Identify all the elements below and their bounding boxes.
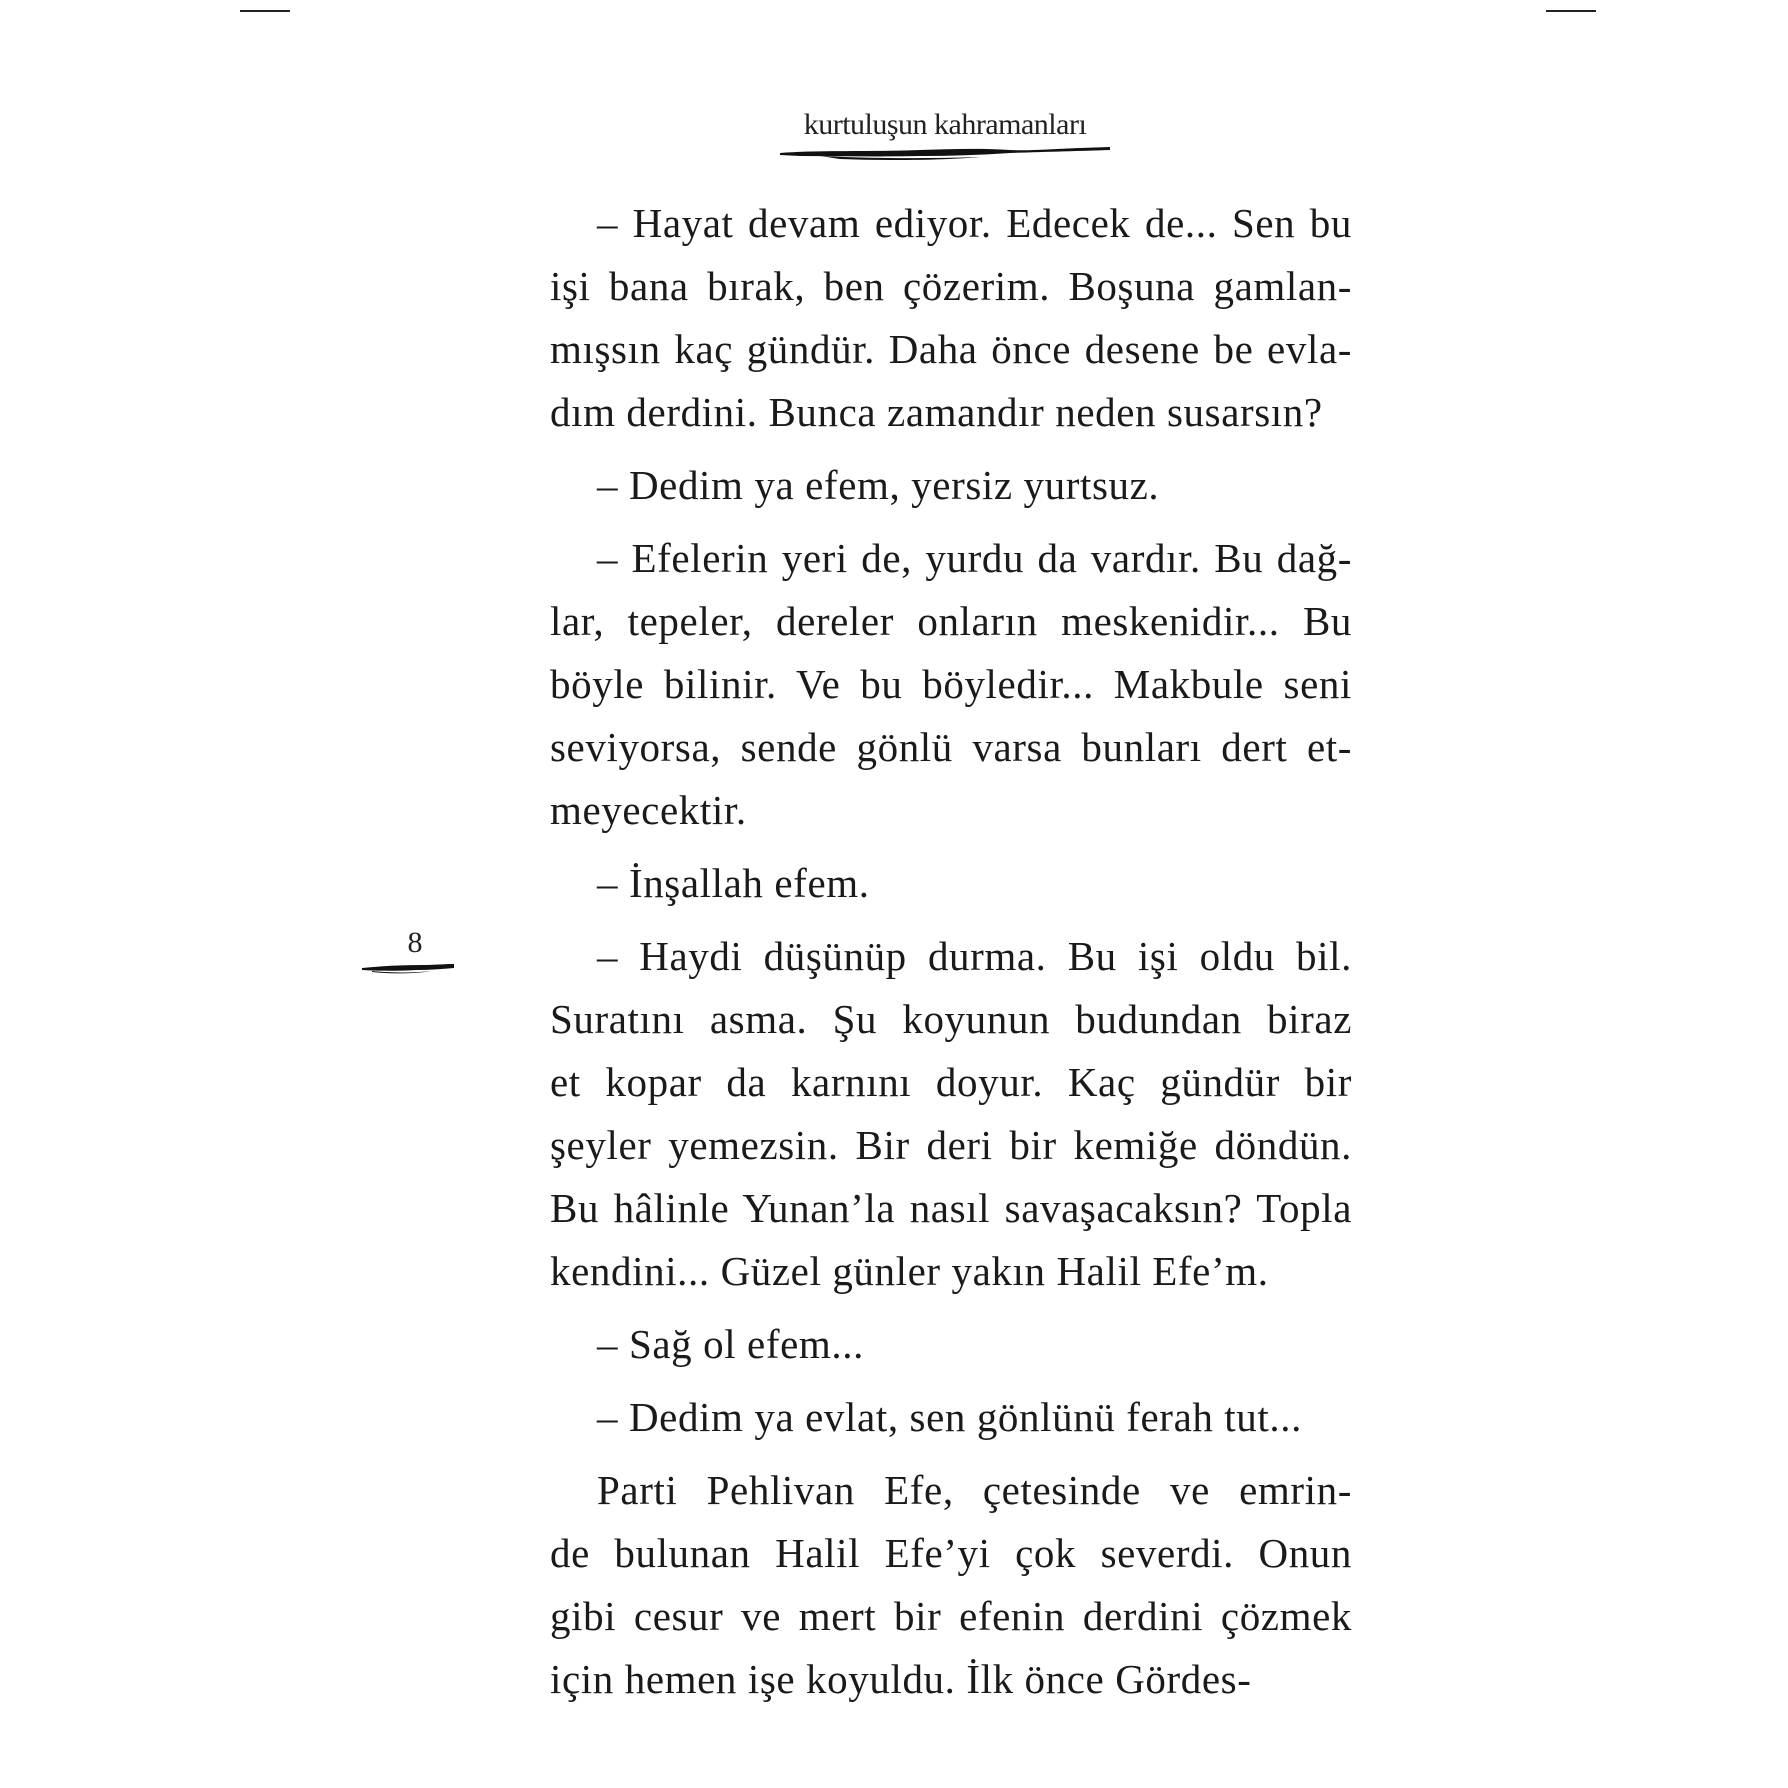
- paragraph: [550, 1386, 1352, 1449]
- text-line: – Haydi düşünüp durma. Bu işi oldu bil.: [597, 933, 1352, 979]
- paragraph: [550, 925, 1352, 1303]
- text-line: et kopar da karnını doyur. Kaç gündür bir: [550, 1059, 1352, 1105]
- text-line: – Efelerin yeri de, yurdu da vardır. Bu dağ-: [597, 535, 1352, 581]
- page-number-brush-stroke: [362, 960, 454, 974]
- text-line: mışsın kaç gündür. Daha önce desene be evla-: [550, 326, 1352, 372]
- text-line: gibi cesur ve mert bir efenin derdini çözmek: [550, 1593, 1352, 1639]
- text-line: meyecektir.: [550, 787, 747, 833]
- text-line: dım derdini. Bunca zamandır neden susarsın?: [550, 389, 1323, 435]
- text-line: için hemen işe koyuldu. İlk önce Gördes-: [550, 1656, 1252, 1702]
- page-number: 8: [407, 926, 423, 959]
- text-line: – Hayat devam ediyor. Edecek de... Sen bu: [597, 200, 1352, 246]
- paragraph: [550, 852, 1352, 915]
- crop-mark-left: [240, 10, 290, 12]
- text-line: lar, tepeler, dereler onların meskenidir... Bu: [550, 598, 1352, 644]
- running-head-brush-stroke: [780, 144, 1110, 164]
- paragraph: [550, 454, 1352, 517]
- text-line: – Dedim ya evlat, sen gönlünü ferah tut...: [597, 1394, 1302, 1440]
- text-line: Bu hâlinle Yunan’la nasıl savaşacaksın? Topla: [550, 1185, 1352, 1231]
- text-line: kendini... Güzel günler yakın Halil Efe’m.: [550, 1248, 1269, 1294]
- text-line: Parti Pehlivan Efe, çetesinde ve emrin-: [597, 1467, 1352, 1513]
- paragraph: [550, 527, 1352, 842]
- paragraph: [550, 192, 1352, 444]
- body-text: [550, 192, 1352, 1721]
- text-line: – Sağ ol efem...: [597, 1321, 864, 1367]
- paragraph: [550, 1313, 1352, 1376]
- text-line: işi bana bırak, ben çözerim. Boşuna gamlan-: [550, 263, 1352, 309]
- text-line: şeyler yemezsin. Bir deri bir kemiğe döndün.: [550, 1122, 1352, 1168]
- crop-mark-right: [1546, 10, 1596, 12]
- running-head: kurtuluşun kahramanları: [803, 108, 1087, 141]
- text-line: seviyorsa, sende gönlü varsa bunları dert et-: [550, 724, 1352, 770]
- paragraph: [550, 1459, 1352, 1711]
- text-line: de bulunan Halil Efe’yi çok severdi. Onun: [550, 1530, 1352, 1576]
- text-line: böyle bilinir. Ve bu böyledir... Makbule seni: [550, 661, 1352, 707]
- text-line: – Dedim ya efem, yersiz yurtsuz.: [597, 462, 1160, 508]
- text-line: Suratını asma. Şu koyunun budundan biraz: [550, 996, 1352, 1042]
- text-line: – İnşallah efem.: [597, 860, 870, 906]
